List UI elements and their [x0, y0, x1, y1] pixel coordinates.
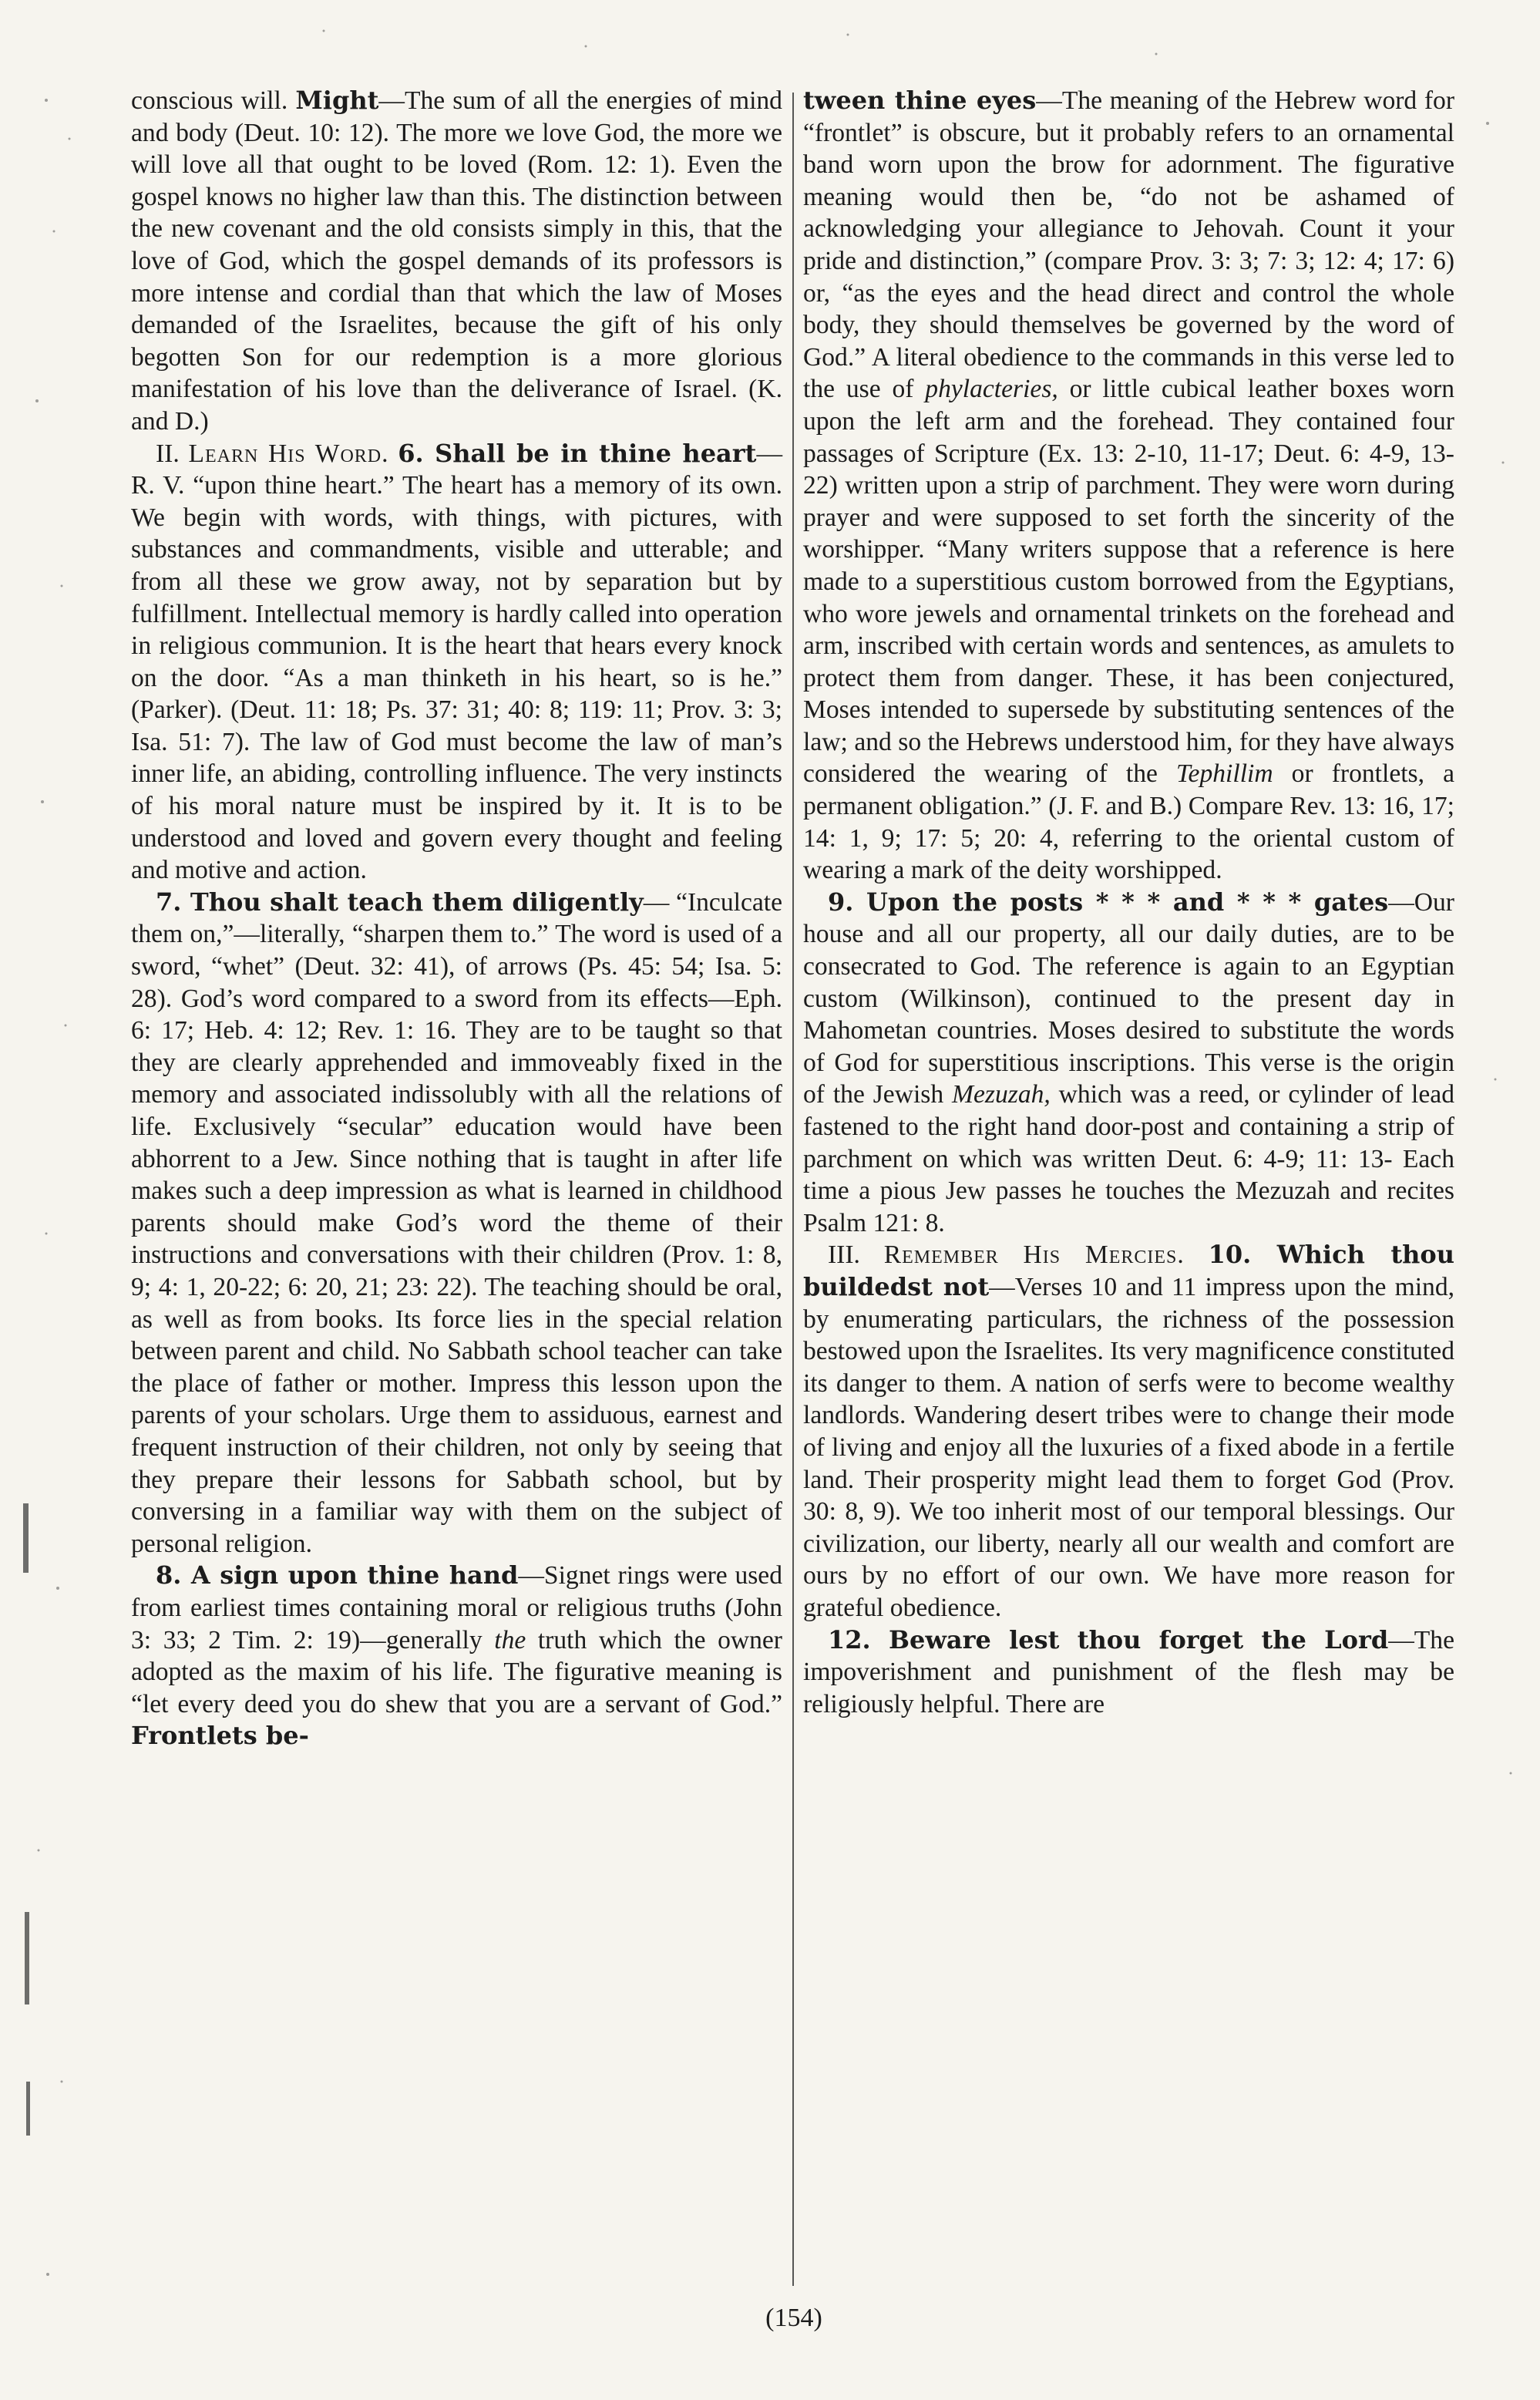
text-run: —Our house and all our property, all our daily duties, are to be consecrated to God. The reference is again to an Egyptian custom (Wilkinson), continued to the present day in Mahometan countries. Moses desired to substitute the words of God for superstitious inscriptions. This verse is the origin of the Jewish: [803, 887, 1454, 1109]
heading-phrase: 8. A sign upon thine hand: [156, 1560, 519, 1590]
text-run: III.: [828, 1240, 884, 1270]
text-run: —The meaning of the Hebrew word for “frontlet” is obscure, but it probably refers to an ornamental band worn upon the brow for adornment. The figurative meaning would then be, “do not be ashamed of acknowledging your allegiance to Jehovah. Count it your pride and distinction,” (compare Prov. 3: 3; 7: 3; 12: 4; 17: 6) or, “as the eyes and the head direct and control the whole body, they should themselves be governed by the word of God.” A literal obedience to the commands in this verse led to the use of: [803, 86, 1455, 404]
text-run: or little cubical leather boxes worn upon the left arm and the forehead. They contained four passages of Scripture (Ex. 13: 2-10, 11-17; Deut. 6: 4-9, 13-22) written upon a strip of parchment. They were worn during prayer and were supposed to set forth the sincerity of the worshipper. “Many writers suppose that a reference is here made to a superstitious custom borrowed from the Egyptians, who wore jewels and ornamental trinkets on the forehead and arm, inscribed with certain words and sentences, as amulets to protect them from danger. These, it has been conjectured, Moses intended to supersede by substituting sentences of the law; and so the Hebrews understood him, for they have always considered the wearing of the: [803, 375, 1454, 789]
paragraph: [803, 887, 1454, 1240]
right-column: [803, 85, 1454, 1720]
heading-phrase: Might: [295, 86, 379, 115]
text-run: II.: [156, 439, 189, 468]
heading-phrase: tween thine eyes: [803, 86, 1037, 115]
text-run: [1185, 1240, 1209, 1269]
section-heading: Learn His Word.: [188, 439, 389, 468]
text-run: or frontlets, a permanent obligation.” (J. F. and B.) Compare Rev. 13: 16, 17; 14: 1, 9; 17: 5; 20: 4, referring to the oriental custom of wearing a mark of the deity worshipped.: [803, 759, 1454, 885]
text-run: —Signet rings were used from earliest times containing moral or religious truths (John 3: 33; 2 Tim. 2: 19)—generally: [131, 1561, 782, 1654]
heading-phrase: 10. Which thou buildedst not: [803, 1240, 1454, 1301]
heading-phrase: 6. Shall be in thine heart: [398, 438, 757, 468]
heading-phrase: 12. Beware lest thou forget the Lord: [828, 1624, 1389, 1654]
page-number: (154): [765, 2304, 822, 2332]
text-run: —R. V. “upon thine heart.” The heart has a memory of its own. We begin with words, with things, with pictures, with substances and commandments, visible and utterable; and from all these we grow away, not by separation but by fulfillment. Intellectual memory is hardly called into operation in religious communion. It is the heart that hears every knock on the door. “As a man thinketh in his heart, so is he.” (Parker). (Deut. 11: 18; Ps. 37: 31; 40: 8; 119: 11; Prov. 3: 3; Isa. 51: 7). The law of God must become the law of man’s inner life, an abiding, controlling influence. The very instincts of his moral nature must be inspired by it. It is to be understood and loved and govern every thought and feeling and motive and action.: [131, 439, 783, 885]
text-run: conscious will.: [131, 86, 296, 115]
text-run: — “Inculcate them on,”—literally, “sharpen them to.” The word is used of a sword, “whet” (Deut. 32: 41), of arrows (Ps. 45: 54; Isa. 5: 28). God’s word compared to a sword from its effects—Eph. 6: 17; Heb. 4: 12; Rev. 1: 16. They are to be taught so that they are clearly apprehended and immoveably fixed in the memory and associated indissolubly with all the relations of life. Exclusively “secular” education would have been abhorrent to a Jew. Since nothing that is taught in after life makes such a deep impression as what is learned in childhood parents should make God’s word the theme of their instructions and conversations with their children (Prov. 1: 8, 9; 4: 1, 20-22; 6: 20, 21; 23: 22). The teaching should be oral, as well as from books. Its force lies in the special relation between parent and child. No Sabbath school teacher can take the place of father or mother. Impress this lesson upon the parents of your scholars. Urge them to assiduous, earnest and frequent instruction of their children, not only by seeing that they prepare their lessons for Sabbath school, but by conversing in a familiar way with them on the subject of personal religion.: [131, 887, 782, 1558]
italic-term: Mezuzah,: [952, 1080, 1051, 1109]
document-page: [131, 85, 1457, 2332]
column-rule: [792, 93, 794, 2286]
paragraph: [131, 438, 782, 887]
section-heading: Remember His Mercies.: [883, 1240, 1185, 1270]
heading-phrase: 7. Thou shalt teach them diligently: [156, 887, 644, 917]
paragraph: [131, 887, 782, 1560]
paragraph: [131, 1560, 782, 1752]
italic-term: phylacteries,: [925, 375, 1058, 404]
text-run: —The impoverishment and punishment of the flesh may be religiously helpful. There are: [803, 1625, 1454, 1718]
heading-phrase: 9. Upon the posts * * * and * * * gates: [828, 887, 1389, 917]
left-column: [131, 85, 782, 1752]
paragraph: [803, 1624, 1454, 1721]
paragraph: [803, 85, 1454, 887]
text-run: —The sum of all the energies of mind and body (Deut. 10: 12). The more we love God, the more we will love all that ought to be loved (Rom. 12: 1). Even the gospel knows no higher law than this. The distinction between the new covenant and the old consists simply in this, that the love of God, which the gospel demands of its professors is more intense and cordial than that which the law of Moses demanded of the Israelites, because the gift of his only begotten Son for our redemption is a more glorious manifestation of his love than the deliverance of Israel. (K. and D.): [131, 86, 782, 436]
paragraph: [803, 1239, 1454, 1624]
paragraph: [131, 85, 782, 438]
text-run: —Verses 10 and 11 impress upon the mind, by enumerating particulars, the richness of the possession bestowed upon the Israelites. Its very magnificence constituted its danger to them. A nation of serfs were to become wealthy landlords. Wandering desert tribes were to change their mode of living and enjoy all the luxuries of a fixed abode in a fertile land. Their prosperity might lead them to forget God (Prov. 30: 8, 9). We too inherit most of our temporal blessings. Our civilization, our liberty, nearly all our wealth and comfort are ours by no effort of our own. We have more reason for grateful obedience.: [803, 1272, 1455, 1622]
text-run: [389, 439, 398, 468]
italic-term: Tephillim: [1175, 759, 1273, 789]
italic-term: the: [494, 1625, 526, 1654]
heading-phrase: Frontlets be-: [131, 1721, 309, 1751]
text-run: truth which the owner adopted as the maxim of his life. The figurative meaning is “let every deed you do shew that you are a servant of God.”: [131, 1625, 782, 1718]
text-run: which was a reed, or cylinder of lead fastened to the right hand door-post and containing a strip of parchment on which was written Deut. 6: 4-9; 11: 13- Each time a pious Jew passes he touches the Mezuzah and recites Psalm 121: 8.: [803, 1080, 1454, 1237]
